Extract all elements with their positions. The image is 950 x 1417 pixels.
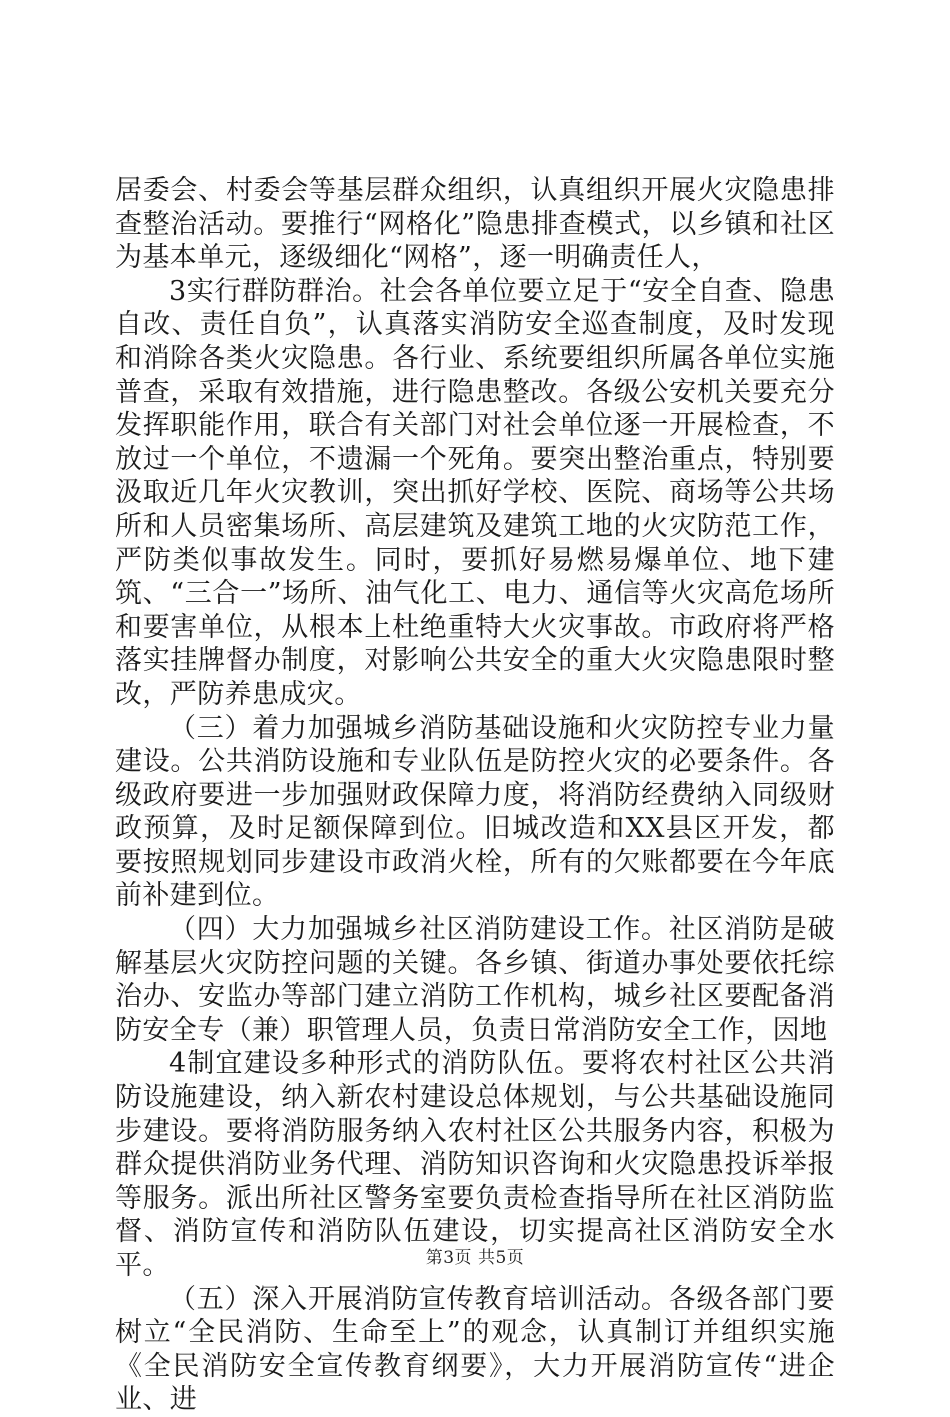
paragraph-5: 4制宜建设多种形式的消防队伍。要将农村社区公共消防设施建设，纳入新农村建设总体规划，与公共基础设施同步建设。要将消防服务纳入农村社区公共服务内容，积极为群众提供消防业务代理、消防知识咨询和火灾隐患投诉举报等服务。派出所社区警务室要负责检查指导所在社区消防监督、消防宣传和消防队伍建设，切实提高社区消防安全水平。 [115, 1048, 835, 1281]
paragraph-1: 居委会、村委会等基层群众组织，认真组织开展火灾隐患排查整治活动。要推行“网格化”隐患排查模式，以乡镇和社区为基本单元，逐级细化“网格”，逐一明确责任人， [115, 175, 835, 274]
document-body [115, 174, 835, 1417]
paragraph-2: 3实行群防群治。社会各单位要立足于“安全自查、隐患自改、责任自负”，认真落实消防安全巡查制度，及时发现和消除各类火灾隐患。各行业、系统要组织所属各单位实施普查，采取有效措施，进行隐患整改。各级公安机关要充分发挥职能作用，联合有关部门对社会单位逐一开展检查，不放过一个单位，不遗漏一个死角。要突出整治重点，特别要汲取近几年火灾教训，突出抓好学校、医院、商场等公共场所和人员密集场所、高层建筑及建筑工地的火灾防范工作，严防类似事故发生。同时，要抓好易燃易爆单位、地下建筑、“三合一”场所、油气化工、电力、通信等火灾高危场所和要害单位，从根本上杜绝重特大火灾事故。市政府将严格落实挂牌督办制度，对影响公共安全的重大火灾隐患限时整改，严防养患成灾。 [115, 275, 835, 710]
page-footer: 第3页 共5页 [425, 1248, 525, 1268]
paragraph-3: （三）着力加强城乡消防基础设施和火灾防控专业力量建设。公共消防设施和专业队伍是防控火灾的必要条件。各级政府要进一步加强财政保障力度，将消防经费纳入同级财政预算，及时足额保障到位。旧城改造和XX县区开发，都要按照规划同步建设市政消火栓，所有的欠账都要在今年底前补建到位。 [115, 712, 835, 912]
paragraph-6: （五）深入开展消防宣传教育培训活动。各级各部门要树立“全民消防、生命至上”的观念，认真制订并组织实施《全民消防安全宣传教育纲要》，大力开展消防宣传“进企业、进 [115, 1283, 835, 1416]
paragraph-4: （四）大力加强城乡社区消防建设工作。社区消防是破解基层火灾防控问题的关键。各乡镇、街道办事处要依托综治办、安监办等部门建立消防工作机构，城乡社区要配备消防安全专（兼）职管理人员，负责日常消防安全工作，因地 [115, 914, 835, 1046]
